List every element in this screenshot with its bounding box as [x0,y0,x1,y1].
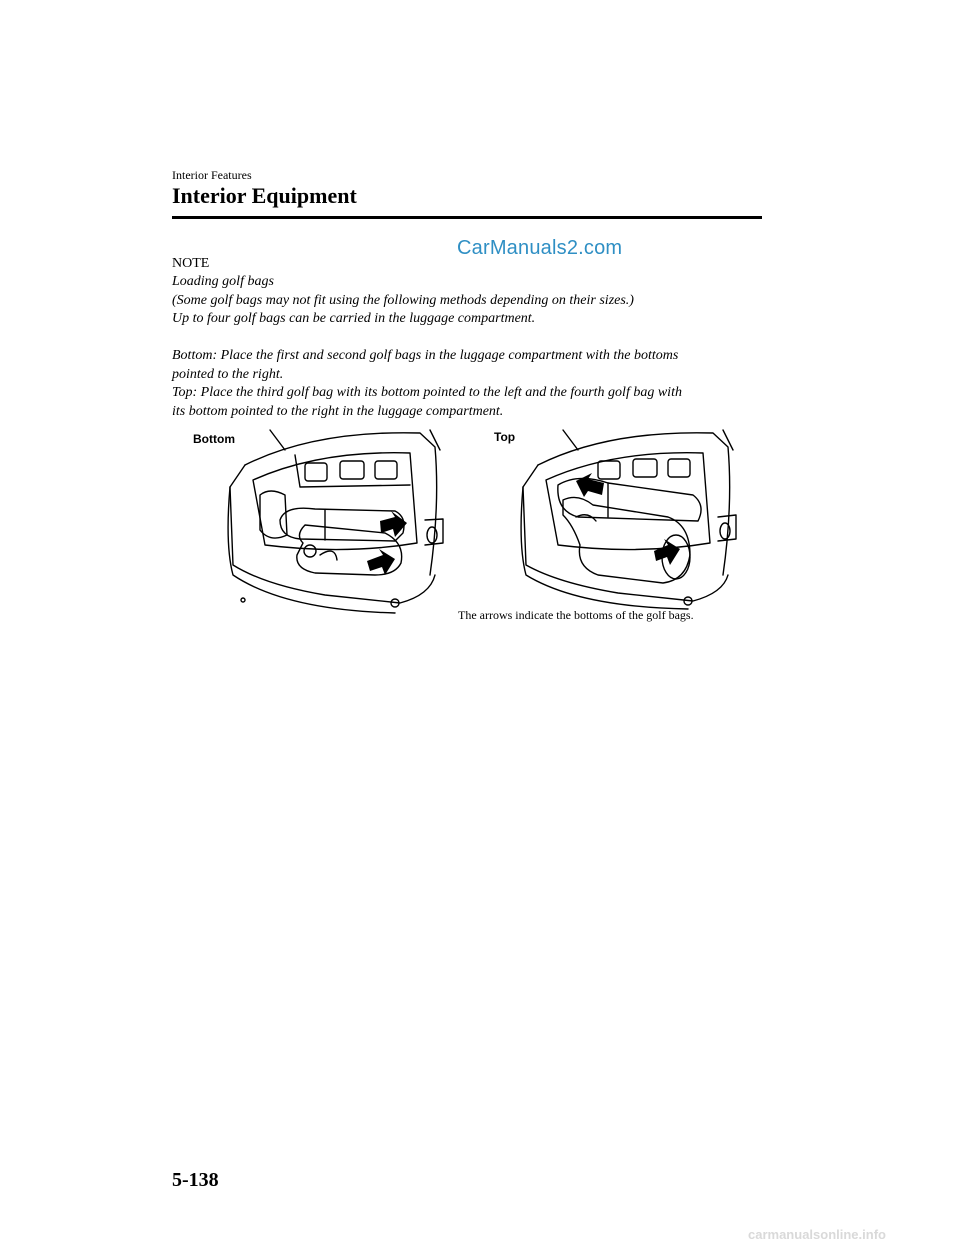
figure-label-top: Top [494,430,516,444]
cargo-illustration-bottom [225,425,445,615]
footer-watermark: carmanualsonline.info [748,1227,886,1242]
note-caveat: (Some golf bags may not fit using the following methods depending on their sizes.) [172,293,634,308]
note-top-line-2: its bottom pointed to the right in the luggage compartment. [172,404,504,419]
page-title: Interior Equipment [172,183,357,208]
note-bottom-line-2: pointed to the right. [172,367,284,382]
watermark-logo: CarManuals2.com [457,237,623,259]
note-heading: NOTE [172,256,210,271]
cargo-illustration-top [518,425,738,610]
section-label: Interior Features [172,168,252,182]
note-subheading: Loading golf bags [172,274,274,289]
title-divider [172,216,762,219]
figure-caption: The arrows indicate the bottoms of the golf bags. [458,608,694,622]
note-capacity: Up to four golf bags can be carried in the luggage compartment. [172,311,536,326]
figure-label-bottom: Bottom [193,432,235,446]
note-top-line-1: Top: Place the third golf bag with its bottom pointed to the left and the fourth golf bag with [172,385,682,400]
page-number: 5-138 [172,1169,219,1191]
note-bottom-line-1: Bottom: Place the first and second golf bags in the luggage compartment with the bottoms [172,348,679,363]
